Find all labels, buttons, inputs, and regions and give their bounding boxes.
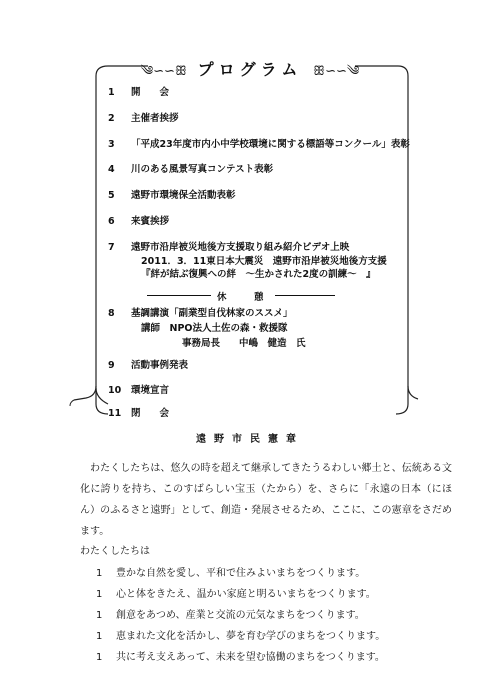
program-title-text: プログラム bbox=[197, 60, 303, 79]
program-item-7-detail: 2011．3．11東日本大震災 遠野市沿岸被災地後方支援 bbox=[141, 256, 387, 267]
program-item-number: 7 bbox=[108, 242, 115, 253]
program-item-10 bbox=[108, 382, 169, 396]
pledge-number: 1 bbox=[96, 652, 103, 663]
charter-pledge-2 bbox=[96, 585, 376, 600]
program-item-7-subtitle: 『絆が結ぶ復興への絆 ～生かされた2度の訓練～ 』 bbox=[141, 269, 376, 280]
program-item-text: 川のある風景写真コンテスト表彰 bbox=[131, 164, 274, 175]
program-item-7 bbox=[108, 239, 349, 253]
break-line-right bbox=[275, 295, 335, 296]
program-item-text: 活動事例発表 bbox=[131, 360, 189, 371]
program-item-6 bbox=[108, 213, 169, 227]
pledge-text: 心と体をきたえ、温かい家庭と明るいまちをつくります。 bbox=[116, 589, 376, 600]
charter-title: 遠野市民憲章 bbox=[196, 434, 304, 445]
program-item-4 bbox=[108, 161, 273, 175]
charter-pledge-1 bbox=[96, 564, 365, 579]
program-item-1 bbox=[108, 84, 169, 98]
charter-pledge-5 bbox=[96, 648, 385, 663]
pledge-text: 共に考え支えあって、未来を望む協働のまちをつくります。 bbox=[116, 652, 385, 663]
break-label: 休 憩 bbox=[217, 292, 273, 303]
program-item-text: 環境宣言 bbox=[131, 385, 170, 396]
program-item-text: 開 会 bbox=[131, 87, 170, 98]
program-item-number: 4 bbox=[108, 164, 115, 175]
charter-paragraph-text: わたくしたちは、悠久の時を超えて継承してきたうるわしい郷土と、伝統ある文化に誇りを持ち、このすばらしい宝玉（たから）を、さらに「永遠の日本（にほん）のふるさと遠野」として、創造・発展させるため、ここに、この憲章をさだめます。 bbox=[80, 463, 452, 537]
pledge-text: 恵まれた文化を活かし、夢を育む学びのまちをつくります。 bbox=[116, 631, 386, 642]
program-item-3 bbox=[108, 136, 410, 150]
program-item-text: 遠野市沿岸被災地後方支援取り組み紹介ビデオ上映 bbox=[131, 242, 350, 253]
pledge-number: 1 bbox=[96, 589, 103, 600]
program-item-8 bbox=[108, 305, 293, 319]
program-item-number: 5 bbox=[108, 190, 115, 201]
program-item-number: 8 bbox=[108, 308, 115, 319]
program-title bbox=[0, 56, 500, 93]
charter-paragraph bbox=[80, 458, 452, 542]
program-item-number: 11 bbox=[108, 408, 122, 419]
program-item-11 bbox=[108, 405, 169, 419]
program-item-text: 遠野市環境保全活動表彰 bbox=[131, 190, 236, 201]
program-item-number: 1 bbox=[108, 87, 115, 98]
program-item-number: 3 bbox=[108, 139, 115, 150]
pledge-number: 1 bbox=[96, 631, 103, 642]
program-item-2 bbox=[108, 110, 179, 124]
ornament-left-icon: ༄∽∽ꕥ bbox=[140, 64, 187, 79]
program-item-text: 「平成23年度市内小中学校環境に関する標語等コンクール」表彰 bbox=[131, 139, 410, 150]
program-item-text: 来賓挨拶 bbox=[131, 216, 170, 227]
program-item-text: 閉 会 bbox=[131, 408, 170, 419]
charter-lead: わたくしたちは bbox=[80, 546, 150, 557]
pledge-number: 1 bbox=[96, 610, 103, 621]
program-item-text: 主催者挨拶 bbox=[131, 113, 179, 124]
program-item-8-lecturer-name: 事務局長 中嶋 健造 氏 bbox=[182, 338, 306, 349]
pledge-text: 創意をあつめ、産業と交流の元気なまちをつくります。 bbox=[116, 610, 365, 621]
pledge-text: 豊かな自然を愛し、平和で住みよいまちをつくります。 bbox=[116, 568, 366, 579]
ornament-right-icon: ꕥ∽∽༄ bbox=[313, 64, 360, 79]
program-item-8-lecturer: 講師 NPO法人土佐の森・救援隊 bbox=[141, 323, 288, 334]
charter-pledge-3 bbox=[96, 606, 365, 621]
charter-pledge-4 bbox=[96, 627, 385, 642]
program-item-number: 9 bbox=[108, 360, 115, 371]
program-item-9 bbox=[108, 357, 188, 371]
program-item-number: 6 bbox=[108, 216, 115, 227]
program-item-number: 10 bbox=[108, 385, 122, 396]
pledge-number: 1 bbox=[96, 568, 103, 579]
program-item-number: 2 bbox=[108, 113, 115, 124]
program-item-text: 基調講演「副業型自伐林家のススメ」 bbox=[131, 308, 293, 319]
break-line-left bbox=[147, 295, 211, 296]
program-item-5 bbox=[108, 187, 236, 201]
